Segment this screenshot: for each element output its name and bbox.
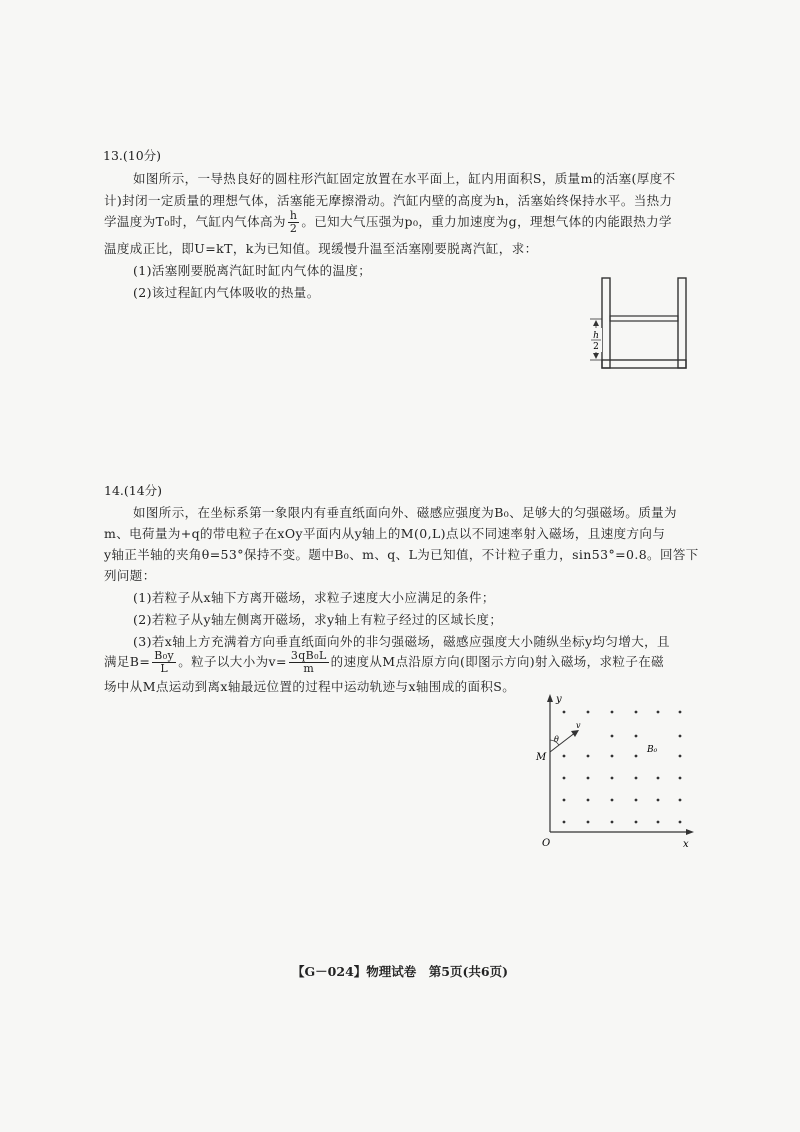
q13-fraction-h-over-2: $\frac{h}{2}$ xyxy=(289,209,298,235)
q14-line-b-end: 的速度从M点沿原方向(即图示方向)射入磁场，求粒子在磁 xyxy=(330,654,665,669)
page-footer: 【G－024】物理试卷 第5页(共6页) xyxy=(292,964,508,979)
field-label: B₀ xyxy=(647,745,658,755)
q13-item1: (1)活塞刚要脱离汽缸时缸内气体的温度； xyxy=(133,263,372,278)
q13-line3-a: 学温度为T₀时，气缸内气体高为 xyxy=(104,214,286,229)
cylinder-right-wall xyxy=(678,278,686,368)
q14-item3: (3)若x轴上方充满着方向垂直纸面向外的非匀强磁场，磁感应强度大小随纵坐标y均匀增大，且 xyxy=(133,634,670,649)
q13-item2: (2)该过程缸内气体吸收的热量。 xyxy=(133,285,320,300)
q14-last-line: 场中从M点运动到离x轴最远位置的过程中运动轨迹与x轴围成的面积S。 xyxy=(104,679,516,694)
magnetic-field-figure xyxy=(530,690,700,850)
q14-line-b-a: 满足B= xyxy=(104,654,151,669)
y-axis-label: y xyxy=(556,694,562,705)
q13-line3-b: 。已知大气压强为p₀，重力加速度为g，理想气体的内能跟热力学 xyxy=(301,214,672,229)
theta-label: θ xyxy=(554,735,559,744)
x-axis-label: x xyxy=(683,839,689,850)
q14-line1: 如图所示，在坐标系第一象限内有垂直纸面向外、磁感应强度为B₀、足够大的匀强磁场。质量为 xyxy=(133,505,677,520)
q14-line-b xyxy=(104,650,664,675)
q13-line1: 如图所示，一导热良好的圆柱形汽缸固定放置在水平面上，缸内用面积S，质量m的活塞(厚度不 xyxy=(133,171,676,186)
q14-line4: 列问题： xyxy=(104,568,156,583)
q13-number: 13.(10分) xyxy=(103,148,162,163)
q14-fraction-v: $\frac{\text{3qB₀L}}{m}$ xyxy=(290,649,327,675)
dimension-label-den: 2 xyxy=(593,342,599,352)
origin-label: O xyxy=(542,838,551,849)
dimension-label-num: h xyxy=(593,331,599,341)
q14-item2: (2)若粒子从y轴左侧离开磁场，求y轴上有粒子经过的区域长度； xyxy=(133,612,503,627)
cylinder-left-wall xyxy=(602,278,610,368)
q14-line-b-mid: 。粒子以大小为v= xyxy=(178,654,287,669)
q14-item1: (1)若粒子从x轴下方离开磁场，求粒子速度大小应满足的条件； xyxy=(133,590,495,605)
q13-line3 xyxy=(104,210,672,235)
q14-line3: y轴正半轴的夹角θ=53°保持不变。题中B₀、m、q、L为已知值，不计粒子重力，sin53°=0.8。回答下 xyxy=(104,547,699,562)
q13-line4: 温度成正比，即U=kT，k为已知值。现缓慢升温至活塞刚要脱离汽缸，求： xyxy=(104,241,538,256)
cylinder-bottom xyxy=(602,360,686,368)
piston xyxy=(610,316,678,321)
cylinder-figure xyxy=(580,276,690,376)
point-m-label: M xyxy=(536,752,547,763)
q14-number: 14.(14分) xyxy=(104,483,163,498)
q14-fraction-b: $\frac{\text{B₀y}}{L}$ xyxy=(154,649,175,675)
q13-line2: 计)封闭一定质量的理想气体，活塞能无摩擦滑动。汽缸内壁的高度为h，活塞始终保持水平。当热力 xyxy=(104,193,673,208)
q14-line2: m、电荷量为+q的带电粒子在xOy平面内从y轴上的M(0,L)点以不同速率射入磁场，且速度方向与 xyxy=(104,526,666,541)
velocity-label: v xyxy=(576,721,581,730)
